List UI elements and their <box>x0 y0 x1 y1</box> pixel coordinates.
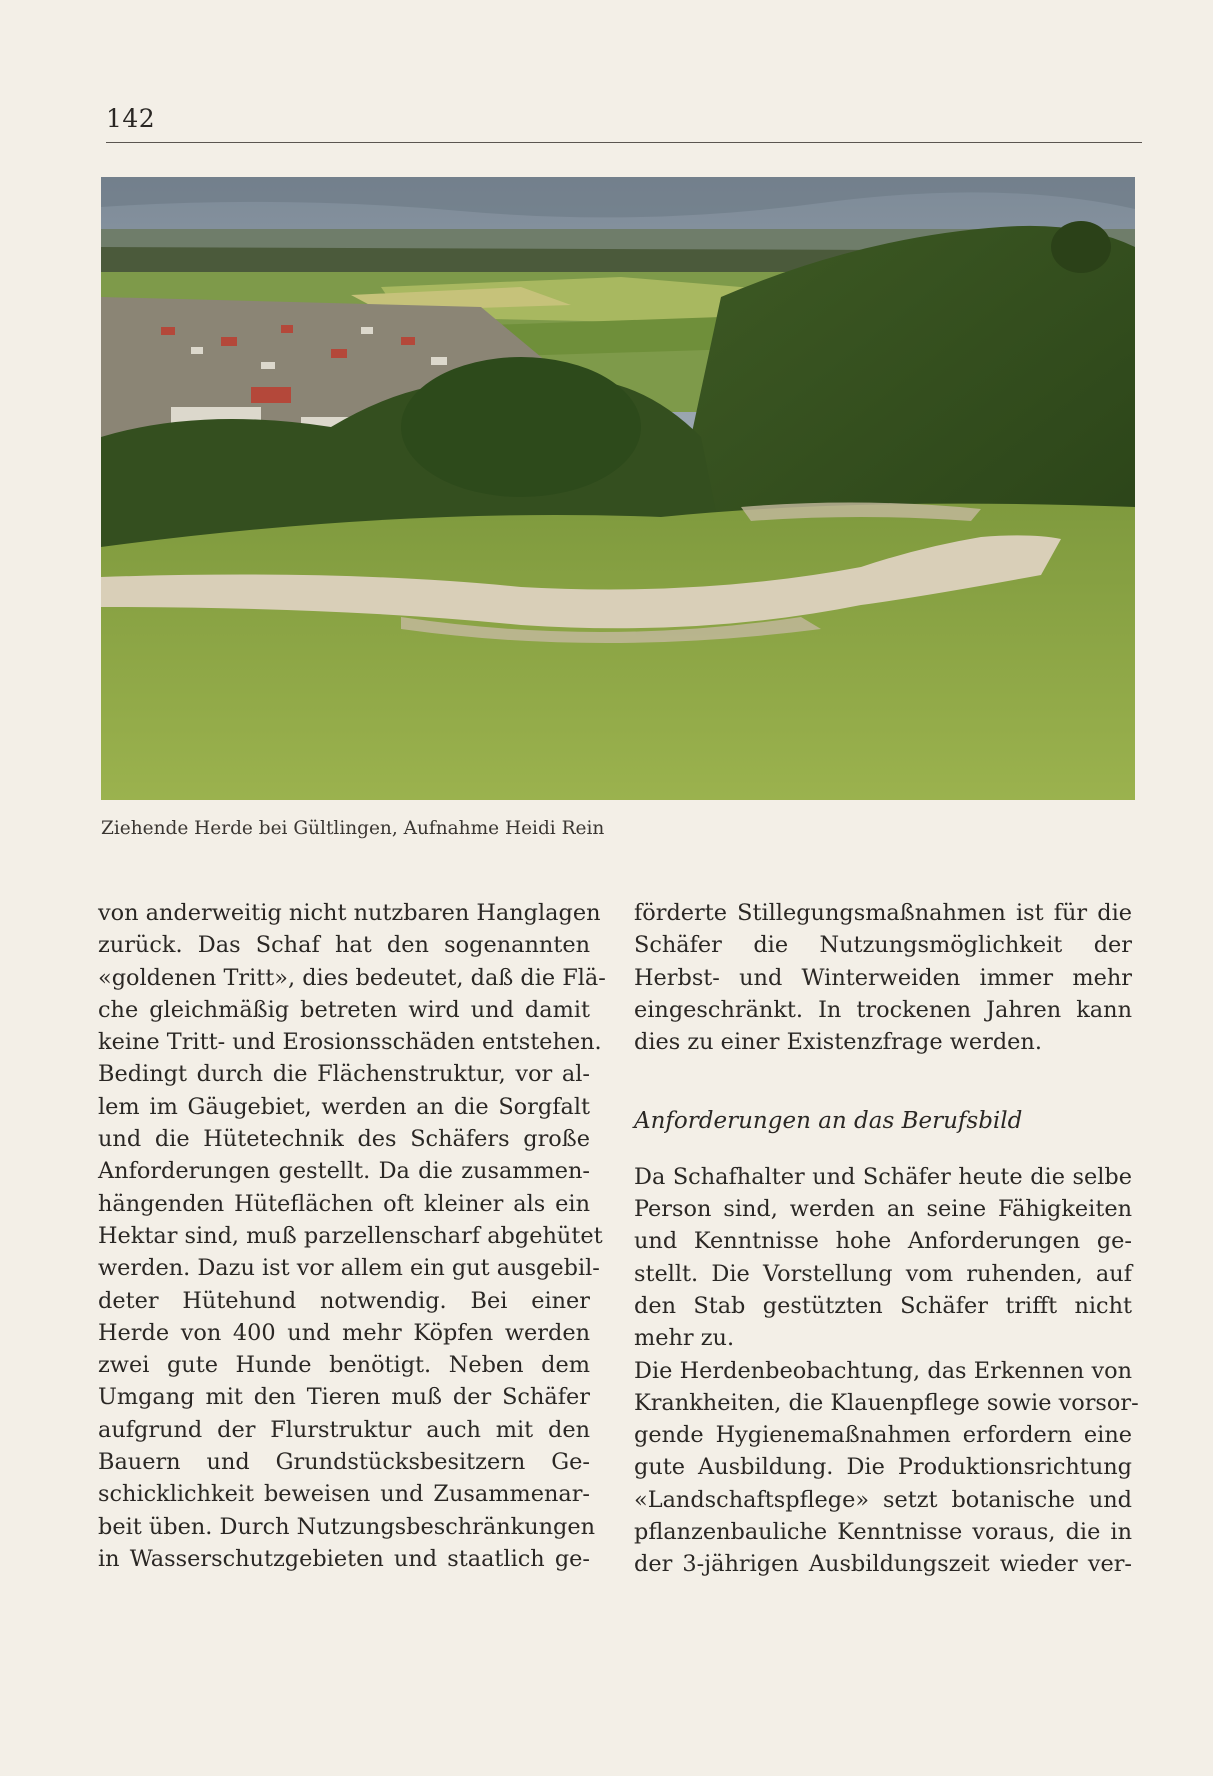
text-line: werden. Dazu ist vor allem ein gut ausgebil- <box>98 1255 600 1282</box>
text-line: deter Hütehund notwendig. Bei einer <box>98 1287 590 1314</box>
text-line: zurück. Das Schaf hat den sogenannten <box>98 932 590 959</box>
paragraph <box>634 897 1132 1058</box>
text-line: in Wasserschutzgebieten und staatlich ge- <box>98 1545 590 1572</box>
photo-caption: Ziehende Herde bei Gültlingen, Aufnahme Heidi Rein <box>101 818 605 839</box>
text-line: förderte Stillegungsmaßnahmen ist für die <box>634 900 1132 926</box>
photo-sheep-flock <box>101 177 1135 800</box>
paragraph <box>634 1355 1139 1581</box>
text-line: der 3-jährigen Ausbildungszeit wieder ver- <box>634 1551 1132 1578</box>
text-line: zwei gute Hunde benötigt. Neben dem <box>98 1352 590 1379</box>
text-line: Schäfer die Nutzungsmöglichkeit der <box>634 932 1132 959</box>
text-line: keine Tritt- und Erosionsschäden entstehen. <box>98 1029 602 1056</box>
paragraph <box>634 1161 1132 1355</box>
text-line: «goldenen Tritt», dies bedeutet, daß die Flä- <box>98 964 606 991</box>
text-line: hängenden Hüteflächen oft kleiner als ein <box>98 1190 590 1217</box>
right-column <box>634 897 1139 1581</box>
text-line: stellt. Die Vorstellung vom ruhenden, auf <box>634 1260 1132 1287</box>
text-line: Herde von 400 und mehr Köpfen werden <box>98 1319 590 1346</box>
text-line: dies zu einer Existenzfrage werden. <box>634 1029 1042 1056</box>
header-rule <box>106 142 1142 143</box>
text-line: den Stab gestützten Schäfer trifft nicht <box>634 1292 1132 1319</box>
text-line: Person sind, werden an seine Fähigkeiten <box>634 1196 1132 1223</box>
text-line: Umgang mit den Tieren muß der Schäfer <box>98 1384 590 1411</box>
text-line: eingeschränkt. In trockenen Jahren kann <box>634 996 1132 1023</box>
section-heading: Anforderungen an das Berufsbild <box>634 1108 1023 1135</box>
text-line: aufgrund der Flurstruktur auch mit den <box>98 1416 590 1443</box>
text-line: Da Schafhalter und Schäfer heute die selbe <box>634 1163 1132 1190</box>
text-line: von anderweitig nicht nutzbaren Hanglagen <box>98 900 601 926</box>
text-line: mehr zu. <box>634 1325 735 1352</box>
text-line: beit üben. Durch Nutzungsbeschränkungen <box>98 1513 596 1540</box>
page-number: 142 <box>106 104 156 133</box>
text-line: und Kenntnisse hohe Anforderungen ge- <box>634 1228 1132 1255</box>
text-line: Bedingt durch die Flächenstruktur, vor al- <box>98 1061 590 1088</box>
text-line: gende Hygienemaßnahmen erfordern eine <box>634 1422 1132 1449</box>
left-column <box>98 897 606 1575</box>
text-line: Herbst- und Winterweiden immer mehr <box>634 964 1132 991</box>
text-line: Bauern und Grundstücksbesitzern Ge- <box>98 1449 590 1476</box>
text-line: che gleichmäßig betreten wird und damit <box>98 996 590 1023</box>
text-line: «Landschaftspflege» setzt botanische und <box>634 1486 1132 1513</box>
text-line: lem im Gäugebiet, werden an die Sorgfalt <box>98 1093 590 1120</box>
text-line: Hektar sind, muß parzellenscharf abgehütet <box>98 1222 603 1249</box>
text-line: gute Ausbildung. Die Produktionsrichtung <box>634 1454 1132 1481</box>
text-line: Krankheiten, die Klauenpflege sowie vorsor- <box>634 1389 1139 1416</box>
text-line: pflanzenbauliche Kenntnisse voraus, die in <box>634 1519 1132 1546</box>
text-line: schicklichkeit beweisen und Zusammenar- <box>98 1481 590 1508</box>
text-line: Anforderungen gestellt. Da die zusammen- <box>98 1158 590 1185</box>
text-line: und die Hütetechnik des Schäfers große <box>98 1126 590 1153</box>
text-line: Die Herdenbeobachtung, das Erkennen von <box>634 1357 1132 1384</box>
